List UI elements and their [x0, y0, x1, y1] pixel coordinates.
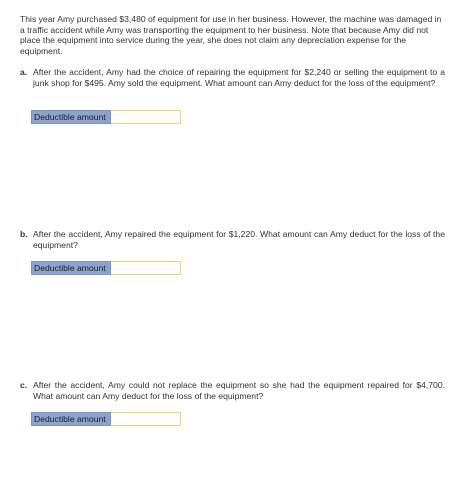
question-a — [20, 67, 445, 88]
question-c-text: After the accident, Amy could not replace the equipment so she had the equipment repaired for $4,700. What amount can Amy deduct for the loss of the equipment? — [33, 380, 445, 401]
deductible-amount-input-a[interactable] — [111, 110, 181, 124]
question-a-letter: a. — [20, 67, 28, 77]
question-a-text: After the accident, Amy had the choice of repairing the equipment for $2,240 or selling the equipment to a junk shop for $495. Amy sold the equipment. What amount can Amy deduct for the loss of the equipment? — [33, 67, 445, 88]
question-c — [20, 380, 445, 401]
problem-intro: This year Amy purchased $3,480 of equipment for use in her business. However, the machine was damaged in a traffic accident while Amy was transporting the equipment to her business. Note that because Amy did not place the equipment into service during the year, she does not claim any depreciation expense for the equipment. — [20, 14, 442, 56]
question-b-letter: b. — [20, 229, 28, 239]
answer-row-b — [31, 261, 181, 275]
question-b-text: After the accident, Amy repaired the equipment for $1,220. What amount can Amy deduct for the loss of the equipment? — [33, 229, 445, 250]
deductible-amount-input-c[interactable] — [111, 412, 181, 426]
question-c-letter: c. — [20, 380, 28, 390]
deductible-amount-label-c: Deductible amount — [31, 412, 111, 426]
deductible-amount-label-b: Deductible amount — [31, 261, 111, 275]
answer-row-a — [31, 110, 181, 124]
deductible-amount-input-b[interactable] — [111, 261, 181, 275]
question-b — [20, 229, 445, 250]
answer-row-c — [31, 412, 181, 426]
deductible-amount-label-a: Deductible amount — [31, 110, 111, 124]
